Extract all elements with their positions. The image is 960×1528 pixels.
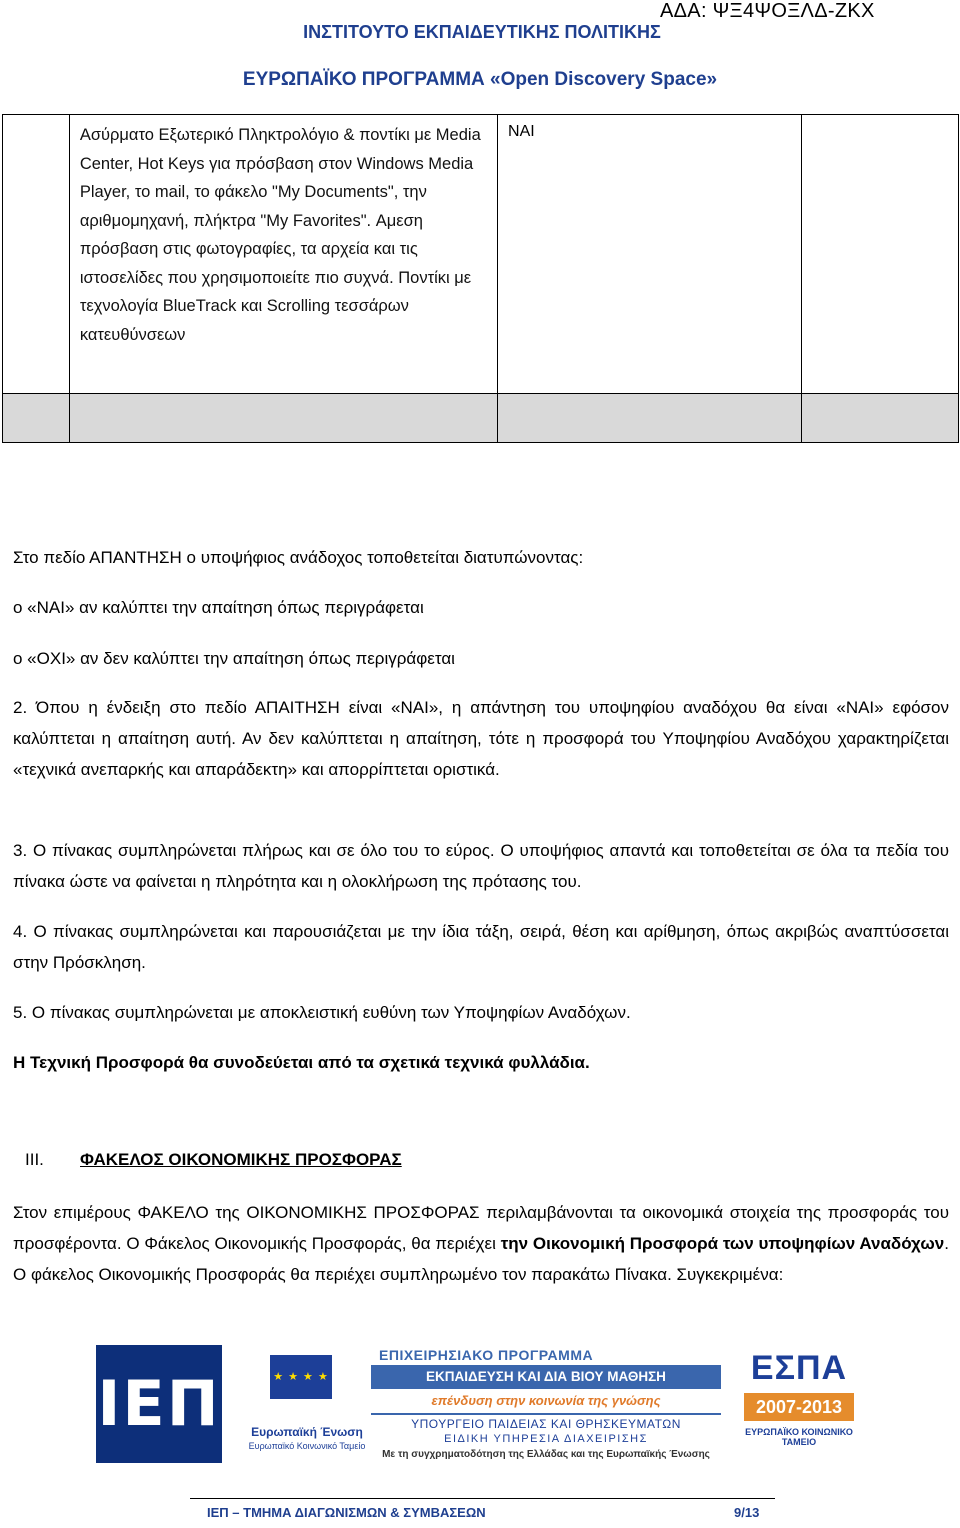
- section-text-b: . Ο φάκελος Οικονομικής Προσφοράς θα περιέχει συμπληρωμένο τον παρακάτω Πίνακα. Συγκεκριμένα:: [13, 1234, 949, 1284]
- program-logo-line4: ΥΠΟΥΡΓΕΙΟ ΠΑΙΔΕΙΑΣ ΚΑΙ ΘΡΗΣΚΕΥΜΑΤΩΝ: [411, 1417, 681, 1431]
- table-cell-requirement: [498, 115, 802, 394]
- eu-logo: [242, 1355, 366, 1451]
- paragraph: 4. Ο πίνακας συμπληρώνεται και παρουσιάζεται με την ίδια τάξη, σειρά, θέση και αρίθμηση, όπως ακριβώς αναπτύσσεται στην Πρόσκληση.: [13, 922, 949, 972]
- rule-4: [13, 916, 949, 978]
- espa-sublabel: ΕΥΡΩΠΑΪΚΟ ΚΟΙΝΩΝΙΚΟ ΤΑΜΕΙΟ: [745, 1427, 853, 1447]
- requirement-description: Ασύρματο Εξωτερικό Πληκτρολόγιο & ποντίκι με Media Center, Hot Keys για πρόσβαση στον Windows Media Player, το mail, το φάκελο "My Documents", την αριθμομηχανή, πλήκτρα "My Favorites". Αμεση πρόσβαση στις φωτογραφίες, τα αρχεία και τις ιστοσελίδες που χρησιμοποιείτε πιο συχνά. Ποντίκι με τεχνολογία BlueTrack και Scrolling τεσσάρων κατευθύνσεων: [79, 126, 481, 344]
- technical-note: [13, 1047, 949, 1078]
- paragraph: Στο πεδίο ΑΠΑΝΤΗΣΗ ο υποψήφιος ανάδοχος τοποθετείται διατυπώνοντας:: [13, 548, 584, 567]
- program-logo-divider: [371, 1413, 721, 1415]
- espa-years: 2007-2013: [744, 1393, 854, 1421]
- table-cell-index: [3, 115, 70, 394]
- bold-note: Η Τεχνική Προσφορά θα συνοδεύεται από τα σχετικά τεχνικά φυλλάδια.: [13, 1053, 590, 1072]
- section-text: [13, 1197, 949, 1290]
- program-logo: [371, 1345, 721, 1463]
- rule-2: [13, 692, 949, 785]
- program-logo-line5: ΕΙΔΙΚΗ ΥΠΗΡΕΣΙΑ ΔΙΑΧΕΙΡΙΣΗΣ: [444, 1433, 648, 1445]
- table-cell-gray: [69, 394, 497, 443]
- program-logo-line6: Με τη συγχρηματοδότηση της Ελλάδας και της Ευρωπαϊκής Ένωσης: [382, 1449, 710, 1460]
- footer-department: ΙΕΠ – ΤΜΗΜΑ ΔΙΑΓΩΝΙΣΜΩΝ & ΣΥΜΒΑΣΕΩΝ: [207, 1505, 486, 1520]
- table-cell-description: [69, 115, 497, 394]
- ada-code: ΑΔΑ: ΨΞ4ΨΟΞΛΔ-ΖΚΧ: [660, 0, 875, 22]
- section-title: ΦΑΚΕΛΟΣ ΟΙΚΟΝΟΜΙΚΗΣ ΠΡΟΣΦΟΡΑΣ: [80, 1150, 402, 1169]
- section-text-a: Στον επιμέρους ΦΑΚΕΛΟ της ΟΙΚΟΝΟΜΙΚΗΣ ΠΡΟΣΦΟΡΑΣ περιλαμβάνονται τα οικονομικά στοιχεία της προσφοράς του προσφέροντα. Ο Φάκελος Οικονομικής Προσφοράς, θα περιέχει: [13, 1203, 949, 1253]
- paragraph: 3. Ο πίνακας συμπληρώνεται πλήρως και σε όλο του το εύρος. Ο υποψήφιος απαντά και τοποθετείται σε όλα τα πεδία του πίνακα ώστε να φαίνεται η πληρότητα και η ολοκλήρωση της πρότασης του.: [13, 841, 949, 891]
- paragraph: 5. Ο πίνακας συμπληρώνεται με αποκλειστική ευθύνη των Υποψηφίων Αναδόχων.: [13, 1003, 631, 1022]
- paragraph: ο «ΟΧΙ» αν δεν καλύπτει την απαίτηση όπως περιγράφεται: [13, 649, 455, 668]
- eu-sublabel: Ευρωπαϊκό Κοινωνικό Ταμείο: [248, 1441, 366, 1451]
- section-text-bold: την Οικονομική Προσφορά των υποψηφίων Αναδόχων: [500, 1234, 945, 1253]
- table-cell-gray: [802, 394, 959, 443]
- spec-table: [2, 114, 959, 443]
- logo-strip: [96, 1345, 862, 1463]
- footer-divider: [190, 1498, 775, 1499]
- institute-name: ΙΝΣΤΙΤΟΥΤΟ ΕΚΠΑΙΔΕΥΤΙΚΗΣ ΠΟΛΙΤΙΚΗΣ: [303, 22, 661, 42]
- instructions-block: [13, 542, 949, 573]
- program-logo-line1: ΕΠΙΧΕΙΡΗΣΙΑΚΟ ΠΡΟΓΡΑΜΜΑ: [379, 1347, 594, 1363]
- table-cell-answer: [802, 115, 959, 394]
- eu-stars-icon: ★ ★ ★ ★: [273, 1371, 329, 1383]
- table-row: [3, 115, 959, 394]
- table-cell-gray: [498, 394, 802, 443]
- program-header: ΕΥΡΩΠΑΪΚΟ ΠΡΟΓΡΑΜΜΑ «Open Discovery Space»: [242, 69, 718, 90]
- eu-label: Ευρωπαϊκή Ένωση: [251, 1425, 363, 1439]
- iep-logo: ΙΕΠ: [96, 1345, 222, 1463]
- espa-title: ΕΣΠΑ: [750, 1349, 848, 1387]
- section-number: III.: [25, 1150, 44, 1169]
- table-cell-gray: [3, 394, 70, 443]
- requirement-value: ΝΑΙ: [508, 123, 535, 140]
- page-number: 9/13: [734, 1505, 760, 1520]
- program-logo-line2: ΕΚΠΑΙΔΕΥΣΗ ΚΑΙ ΔΙΑ ΒΙΟΥ ΜΑΘΗΣΗ: [371, 1365, 721, 1389]
- table-row: [3, 394, 959, 443]
- espa-logo: [736, 1349, 862, 1459]
- institute-header: [0, 22, 960, 43]
- paragraph: 2. Όπου η ένδειξη στο πεδίο ΑΠΑΙΤΗΣΗ είναι «ΝΑΙ», η απάντηση του υποψηφίου αναδόχου θα είναι «ΝΑΙ» εφόσον καλύπτεται η απαίτηση αυτή. Αν δεν καλύπτεται η απαίτηση, τότε η προσφορά του Υποψηφίου Αναδόχου χαρακτηρίζεται «τεχνικά ανεπαρκής και απαράδεκτη» και απορρίπτεται οριστικά.: [13, 698, 949, 779]
- paragraph: ο «ΝΑΙ» αν καλύπτει την απαίτηση όπως περιγράφεται: [13, 598, 424, 617]
- option-yes: [13, 592, 949, 623]
- rule-3: [13, 835, 949, 897]
- option-no: [13, 643, 949, 674]
- program-logo-line3: επένδυση στην κοινωνία της γνώσης: [431, 1393, 661, 1408]
- rule-5: [13, 997, 949, 1028]
- paragraph: [13, 1197, 949, 1290]
